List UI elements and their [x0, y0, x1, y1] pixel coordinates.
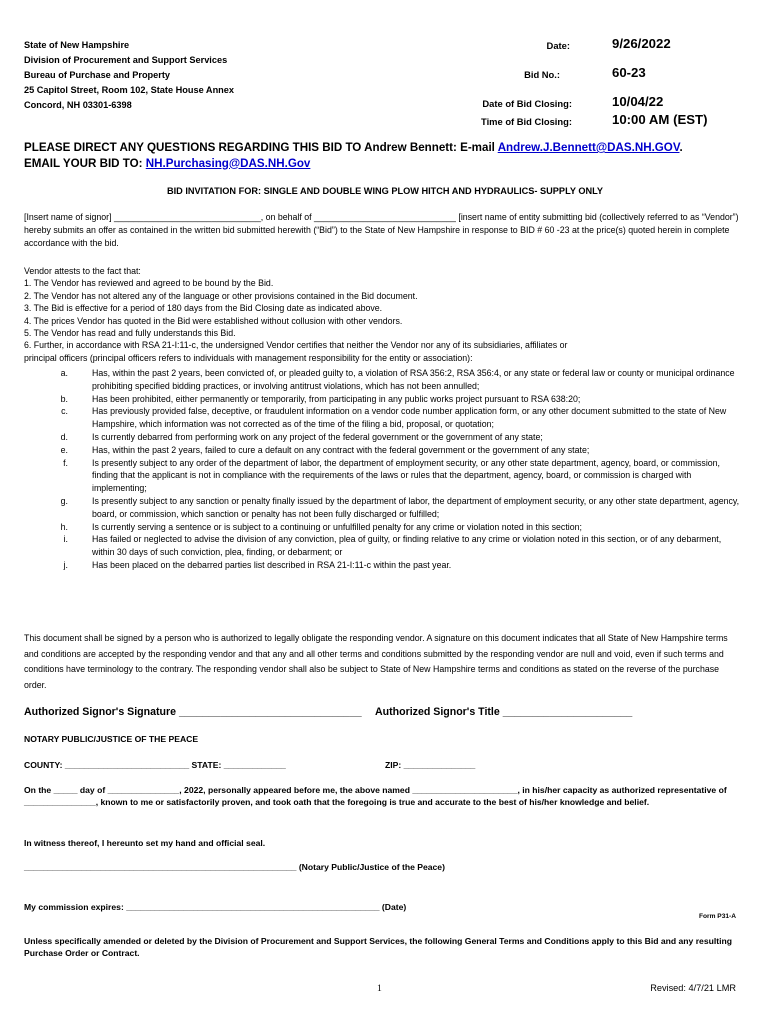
- item-text: Is currently debarred from performing work on any project of the federal government or the government of any state;: [92, 431, 543, 442]
- list-item: [24, 457, 740, 495]
- attest-item: 2. The Vendor has not altered any of the language or other provisions contained in the Bid document.: [24, 290, 418, 301]
- item-text: Has failed or neglected to advise the division of any conviction, plea of guilty, or finding relative to any crime or violation noted in this section, or of any debarment, within 30 days of such conviction, plea, finding, or debarment; or: [92, 534, 722, 558]
- list-item: [24, 393, 740, 406]
- item-letter: j.: [63, 559, 68, 570]
- closing-time-value: 10:00 AM (EST): [612, 112, 708, 127]
- page-number: 1: [377, 983, 382, 994]
- general-terms-notice: Unless specifically amended or deleted by the Division of Procurement and Support Services, the following General Terms and Conditions apply to this Bid and any resulting Purchase Order or Contract.: [24, 936, 733, 958]
- address-line: Concord, NH 03301-6398: [24, 100, 132, 110]
- submit-line: [24, 156, 744, 172]
- address-line: 25 Capitol Street, Room 102, State House Annex: [24, 85, 235, 95]
- questions-line: [24, 140, 744, 156]
- attest-intro: Vendor attests to the fact that:: [24, 266, 141, 276]
- list-item: [24, 444, 740, 457]
- item-text: Has, within the past 2 years, failed to cure a default on any contract with the federal government or the government of any state;: [92, 444, 590, 455]
- item-letter: i.: [63, 534, 68, 545]
- attest-list: [24, 265, 740, 364]
- item-letter: f.: [63, 457, 68, 468]
- notary-signature-field[interactable]: _________________________________________________________ (Notary Public/Justice of the Peace): [24, 862, 445, 872]
- list-item: [24, 367, 740, 393]
- list-item: [24, 495, 740, 521]
- submit-text: EMAIL YOUR BID TO:: [24, 156, 146, 170]
- agency-address: [24, 38, 234, 113]
- witness-statement: In witness thereof, I hereunto set my hand and official seal.: [24, 838, 266, 848]
- list-item: [24, 431, 740, 444]
- certification-list: [24, 367, 740, 572]
- closing-time-label: Time of Bid Closing:: [481, 116, 572, 127]
- item-text: Has, within the past 2 years, been convicted of, or pleaded guilty to, a violation of RSA 356:2, RSA 356:4, or any state or federal law or county or municipal ordinance prohibiting specified bidding practices, or involving antitrust violations, which has not been annulled;: [92, 368, 735, 391]
- list-item: [24, 521, 740, 534]
- address-line: Bureau of Purchase and Property: [24, 70, 171, 80]
- contact-email-link[interactable]: Andrew.J.Bennett@DAS.NH.GOV: [497, 141, 680, 154]
- notary-heading: NOTARY PUBLIC/JUSTICE OF THE PEACE: [24, 734, 199, 744]
- address-line: State of New Hampshire: [24, 40, 130, 50]
- list-item: [24, 559, 740, 572]
- attest-item: 3. The Bid is effective for a period of 180 days from the Bid Closing date as indicated above.: [24, 303, 383, 314]
- signing-paragraph: This document shall be signed by a person who is authorized to legally obligate the responding vendor. A signature on this document indicates that all State of New Hampshire terms and conditions are accepted by the responding vendor and that any and all other terms and conditions submitted by the responding vendor are null and void, even if such terms and conditions have terminology to the contrary. The responding vendor shall also be subject to State of New Hampshire terms and conditions as stated on the reverse of the purchase order.: [24, 633, 728, 690]
- date-label: Date:: [546, 40, 570, 51]
- contact-block: [24, 140, 744, 171]
- item-letter: e.: [60, 444, 68, 455]
- attest-item: principal officers (principal officers refers to individuals with management responsibility for the entity or association):: [24, 352, 473, 363]
- county-state-field[interactable]: COUNTY: __________________________ STATE: _____________: [24, 760, 286, 770]
- attest-item: 1. The Vendor has reviewed and agreed to be bound by the Bid.: [24, 278, 274, 289]
- commission-expires-field[interactable]: My commission expires: _____________________________________________________ (Date): [24, 902, 407, 912]
- signor-title-field[interactable]: Authorized Signor's Title ______________________: [375, 706, 633, 718]
- questions-end: .: [679, 141, 683, 154]
- item-text: Is presently subject to any order of the department of labor, the department of employment security, or any other state department, agency, board, or commission, finding that the applicant is not in compliance with the requirements of the laws or rules that the department, agency, board, or commission is charged with implementing;: [92, 457, 720, 494]
- item-letter: a.: [60, 368, 68, 378]
- intro-paragraph: [Insert name of signor] ______________________________, on behalf of _____________________________ [insert name of entity submitting bid (collectively referred to as “Vendor”) hereby submits an offer as contained in the written bid submitted herewith (“Bid”) to the State of New Hampshire in response to BID # 60 -23 at the price(s) quoted herein in complete accordance with the bid.: [24, 212, 739, 248]
- zip-field[interactable]: ZIP: _______________: [385, 760, 476, 770]
- submit-email-link[interactable]: NH.Purchasing@DAS.NH.Gov: [145, 156, 311, 170]
- form-number: Form P31-A: [698, 913, 736, 920]
- signor-signature-field[interactable]: Authorized Signor's Signature _______________________________: [24, 706, 362, 718]
- item-text: Is currently serving a sentence or is subject to a continuing or unfulfilled penalty for any crime or violation noted in this section;: [92, 521, 582, 532]
- questions-text: PLEASE DIRECT ANY QUESTIONS REGARDING THIS BID TO Andrew Bennett: E-mail: [24, 141, 498, 154]
- closing-date-value: 10/04/22: [612, 94, 664, 109]
- item-letter: d.: [60, 431, 68, 442]
- item-letter: c.: [61, 406, 68, 417]
- item-text: Is presently subject to any sanction or penalty finally issued by the department of labor, the department of employment security, or any other state department, agency, board, or commission, which sanction or penalty has not been fully discharged or fulfilled;: [92, 495, 740, 519]
- notary-statement: On the _____ day of _______________, 2022, personally appeared before me, the above named ______________________, in his/her capacity as authorized representative of _______________, known to me or satisfactorily proven, and took oath that the foregoing is true and accurate to the best of his/her knowledge and belief.: [24, 785, 727, 807]
- item-letter: b.: [60, 393, 68, 404]
- address-line: Division of Procurement and Support Services: [24, 55, 228, 65]
- item-text: Has previously provided false, deceptive, or fraudulent information on a vendor code number application form, or any other document submitted to the state of New Hampshire, which information was not corrected as of the time of the filing a bid, proposal, or quotation;: [92, 406, 727, 430]
- item-text: Has been prohibited, either permanently or temporarily, from participating in any public works project pursuant to RSA 638:20;: [92, 393, 581, 404]
- bid-title: BID INVITATION FOR: SINGLE AND DOUBLE WING PLOW HITCH AND HYDRAULICS- SUPPLY ONLY: [166, 186, 604, 196]
- item-text: Has been placed on the debarred parties list described in RSA 21-I:11-c within the past year.: [92, 559, 452, 570]
- list-item: [24, 405, 740, 431]
- item-letter: h.: [60, 521, 68, 532]
- revised-date: Revised: 4/7/21 LMR: [650, 983, 736, 993]
- attest-item: 6. Further, in accordance with RSA 21-I:11-c, the undersigned Vendor certifies that neither the Vendor nor any of its subsidiaries, affiliates or: [24, 340, 568, 351]
- bid-no-value: 60-23: [612, 65, 646, 80]
- bid-no-label: Bid No.:: [524, 69, 560, 80]
- list-item: [24, 533, 740, 559]
- date-value: 9/26/2022: [612, 36, 671, 51]
- attest-item: 5. The Vendor has read and fully understands this Bid.: [24, 328, 236, 339]
- item-letter: g.: [60, 495, 68, 506]
- closing-date-label: Date of Bid Closing:: [482, 98, 572, 109]
- attest-item: 4. The prices Vendor has quoted in the Bid were established without collusion with other vendors.: [24, 315, 403, 326]
